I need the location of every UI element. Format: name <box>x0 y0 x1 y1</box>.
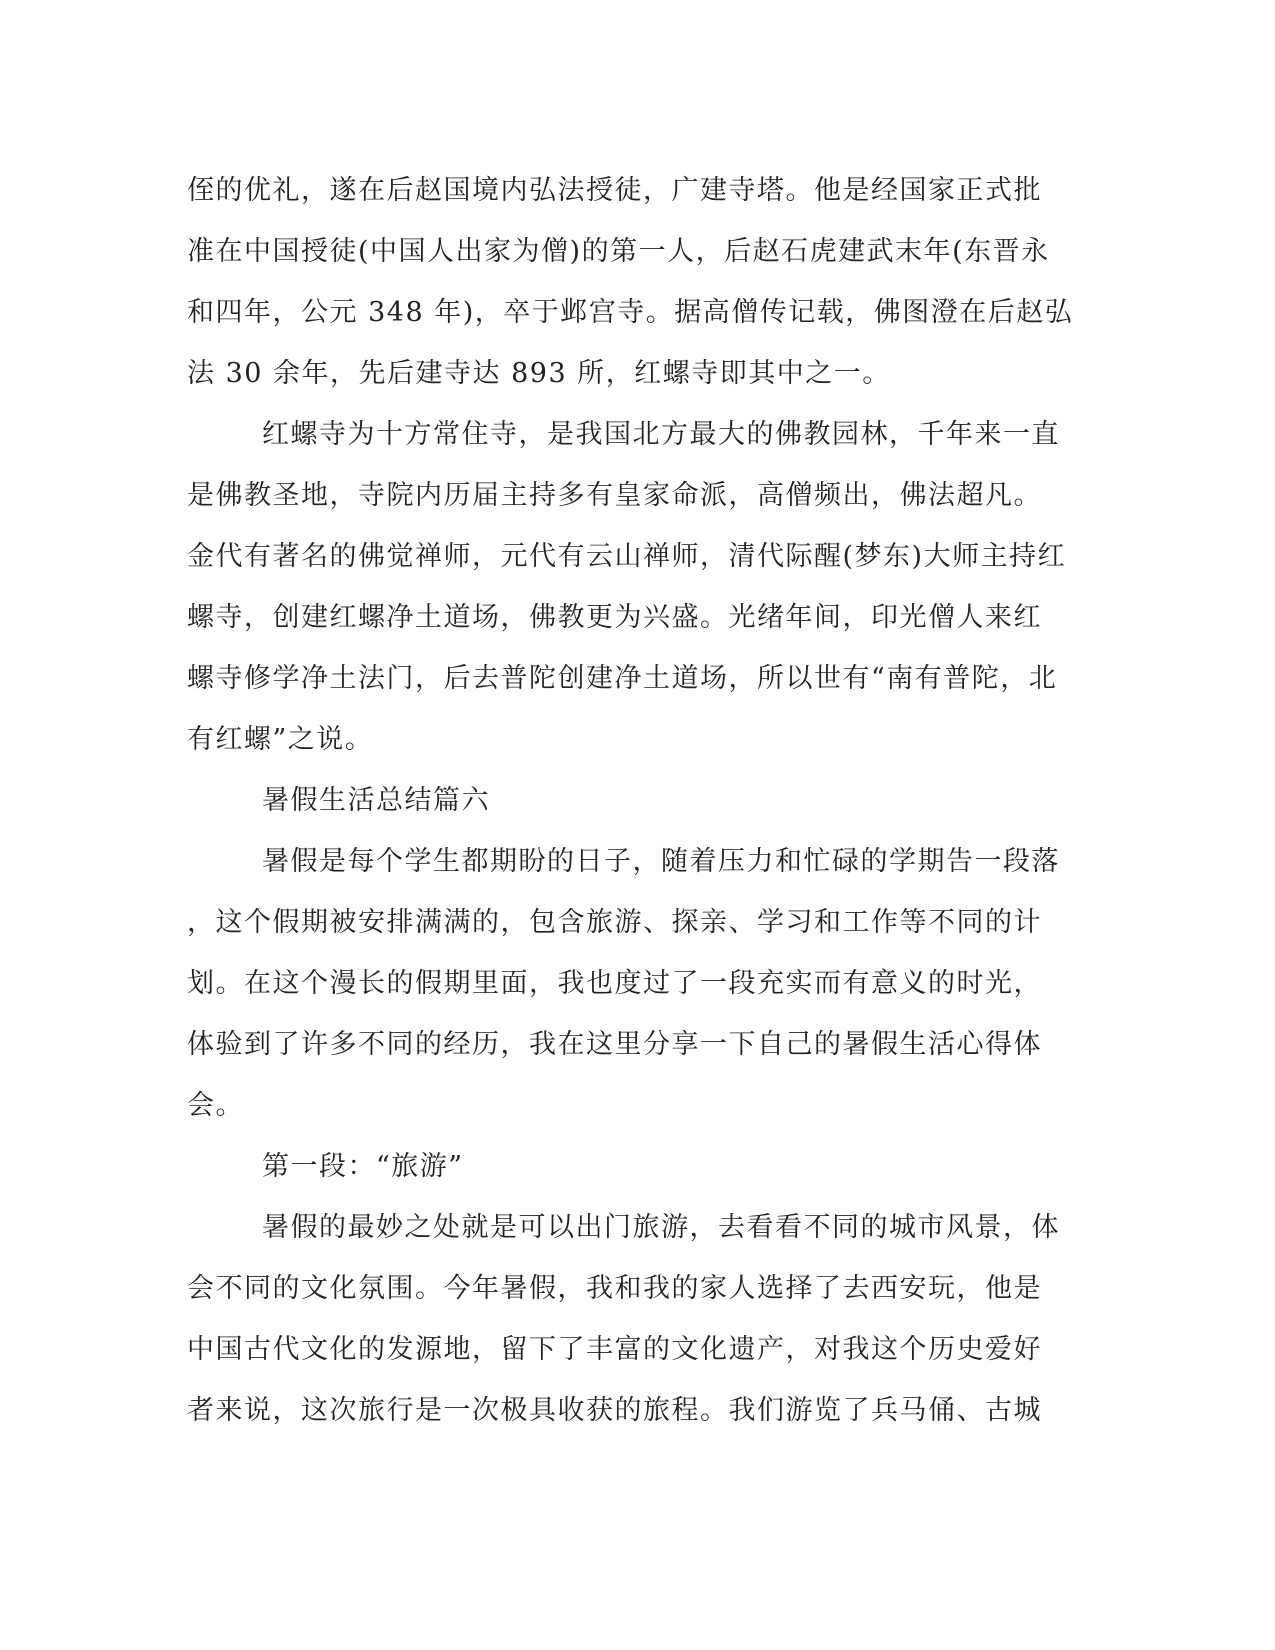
document-body <box>187 160 1077 1441</box>
text-line: 是佛教圣地，寺院内历届主持多有皇家命派，高僧频出，佛法超凡。 <box>187 480 1042 511</box>
text-line: ，这个假期被安排满满的，包含旅游、探亲、学习和工作等不同的计 <box>187 907 1042 938</box>
text-line: 侄的优礼，遂在后赵国境内弘法授徒，广建寺塔。他是经国家正式批 <box>187 175 1042 206</box>
text-line: 会。 <box>187 1090 244 1121</box>
text-line: 螺寺，创建红螺净土道场，佛教更为兴盛。光绪年间，印光僧人来红 <box>187 602 1042 633</box>
text-line: 暑假是每个学生都期盼的日子，随着压力和忙碌的学期告一段落 <box>262 846 1060 877</box>
text-line: 划。在这个漫长的假期里面，我也度过了一段充实而有意义的时光， <box>187 968 1042 999</box>
heading-summer-summary-six <box>187 770 1077 831</box>
paragraph-continued-fotudeng <box>187 160 1077 404</box>
text-line: 会不同的文化氛围。今年暑假，我和我的家人选择了去西安玩，他是 <box>187 1273 1042 1304</box>
text-line: 螺寺修学净土法门，后去普陀创建净土道场，所以世有“南有普陀，北 <box>187 663 1058 694</box>
text-line: 暑假的最妙之处就是可以出门旅游，去看看不同的城市风景，体 <box>262 1212 1060 1243</box>
text-line: 有红螺”之说。 <box>187 724 374 755</box>
text-line: 第一段：“旅游” <box>262 1151 464 1182</box>
text-line: 红螺寺为十方常住寺，是我国北方最大的佛教园林，千年来一直 <box>262 419 1060 450</box>
text-line: 准在中国授徒(中国人出家为僧)的第一人，后赵石虎建武末年(东晋永 <box>187 236 1050 267</box>
paragraph-summer-intro <box>187 831 1077 1136</box>
text-line: 和四年，公元 348 年)，卒于邺宫寺。据高僧传记载，佛图澄在后赵弘 <box>187 297 1074 328</box>
paragraph-hongluo-temple <box>187 404 1077 770</box>
text-line: 法 30 余年，先后建寺达 893 所，红螺寺即其中之一。 <box>187 358 891 389</box>
text-line: 金代有著名的佛觉禅师，元代有云山禅师，清代际醒(梦东)大师主持红 <box>187 541 1067 572</box>
text-line: 者来说，这次旅行是一次极具收获的旅程。我们游览了兵马俑、古城 <box>187 1395 1042 1426</box>
text-line: 中国古代文化的发源地，留下了丰富的文化遗产，对我这个历史爱好 <box>187 1334 1042 1365</box>
heading-section-one-travel <box>187 1136 1077 1197</box>
text-line: 体验到了许多不同的经历，我在这里分享一下自己的暑假生活心得体 <box>187 1029 1042 1060</box>
paragraph-travel <box>187 1197 1077 1441</box>
text-line: 暑假生活总结篇六 <box>262 785 490 816</box>
